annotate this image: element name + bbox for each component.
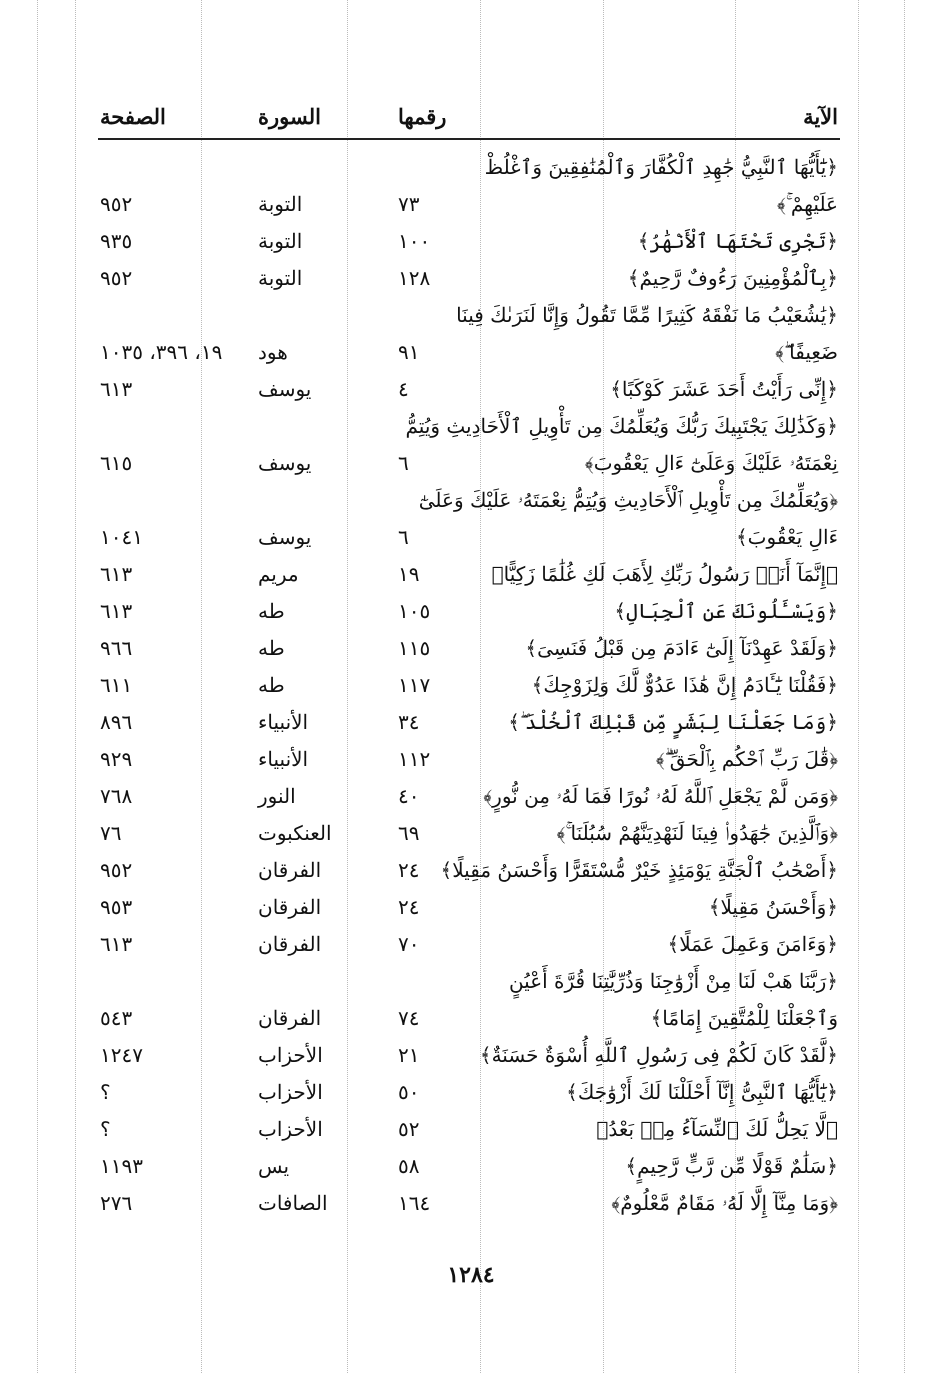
table-row [98,1149,840,1186]
ayah-number-cell: ٦٩ [398,821,420,845]
surah-cell: الأنبياء [258,710,309,734]
verse-index-table [98,150,840,1223]
surah-cell: التوبة [258,192,303,216]
page-cell: ٩٢٩ [100,747,133,771]
ayah-cell: ﴿وَيُعَلِّمُكَ مِن تَأْوِيلِ ٱلْأَحَادِيثِ وَيُتِمُّ نِعْمَتَهُۥ عَلَيْكَ وَعَلَىٰٓ [418,488,838,512]
ayah-cell: ﴿بِٱلْمُؤْمِنِينَ رَءُوفٌ رَّحِيمٌ﴾ [627,266,838,290]
page-cell: ٦١٣ [100,599,133,623]
page-cell: ٧٦ [100,821,122,845]
ayah-number-cell: ١١٢ [398,747,431,771]
ayah-cell: ﴿لَّا يَحِلُّ لَكَ ٱلنِّسَآءُ مِنۢ بَعْدُ﴾ [596,1117,838,1141]
header-number: رقمها [398,104,447,129]
page-cell: ٦١٣ [100,377,133,401]
surah-cell: الفرقان [258,895,322,919]
ayah-cell: ضَعِيفًا ۖ﴾ [775,340,838,364]
ayah-cell: ﴿وَمَا جَعَلْنَا لِبَشَرٍ مِّن قَبْلِكَ ٱلْخُلْدَ ۖ﴾ [508,710,838,734]
margin-guide [904,0,905,1373]
surah-cell: طه [258,673,285,697]
table-row [98,705,840,742]
table-row [98,150,840,187]
ayah-cell: ﴿وَيَسْـَٔلُونَكَ عَنِ ٱلْجِبَالِ﴾ [614,599,838,623]
ayah-cell: نِعْمَتَهُۥ عَلَيْكَ وَعَلَىٰٓ ءَالِ يَعْقُوبَ﴾ [584,451,838,475]
ayah-number-cell: ٥٠ [398,1080,420,1104]
ayah-number-cell: ٥٢ [398,1117,420,1141]
ayah-cell: ﴿أَصْحَٰبُ ٱلْجَنَّةِ يَوْمَئِذٍ خَيْرٌ مُّسْتَقَرًّا وَأَحْسَنُ مَقِيلًا﴾ [440,858,838,882]
table-row [98,409,840,446]
ayah-number-cell: ١١٥ [398,636,431,660]
surah-cell: يوسف [258,525,312,549]
table-row [98,1075,840,1112]
table-row [98,1186,840,1223]
surah-cell: طه [258,636,285,660]
ayah-number-cell: ٧٤ [398,1006,420,1030]
margin-guide [858,0,859,1373]
ayah-cell: ﴿وَأَحْسَنُ مَقِيلًا﴾ [708,895,838,919]
ayah-number-cell: ٧٣ [398,192,420,216]
table-row [98,483,840,520]
ayah-number-cell: ٥٨ [398,1154,420,1178]
ayah-cell: ﴿لَّقَدْ كَانَ لَكُمْ فِى رَسُولِ ٱللَّهِ أُسْوَةٌ حَسَنَةٌ﴾ [479,1043,838,1067]
table-row [98,1038,840,1075]
ayah-cell: ﴿يَٰشُعَيْبُ مَا نَفْقَهُ كَثِيرًا مِّمَّا تَقُولُ وَإِنَّا لَنَرَىٰكَ فِينَا [456,303,838,327]
surah-cell: النور [258,784,296,808]
ayah-number-cell: ٢١ [398,1043,420,1067]
ayah-cell: عَلَيْهِمْ ۚ﴾ [777,192,838,216]
ayah-cell: ﴿رَبَّنَا هَبْ لَنَا مِنْ أَزْوَٰجِنَا وَذُرِّيَّٰتِنَا قُرَّةَ أَعْيُنٍ [508,969,838,993]
table-row [98,335,840,372]
page-cell: ١٩، ٣٩٦، ١٠٣٥ [100,340,223,364]
ayah-number-cell: ٢٤ [398,895,420,919]
ayah-cell: ﴿إِنَّمَآ أَنَا۠ رَسُولُ رَبِّكِ لِأَهَبَ لَكِ غُلَٰمًا زَكِيًّا﴾ [491,562,838,586]
ayah-cell: ﴿يَٰٓأَيُّهَا ٱلنَّبِىُّ إِنَّآ أَحْلَلْنَا لَكَ أَزْوَٰجَكَ﴾ [566,1080,838,1104]
ayah-number-cell: ١٢٨ [398,266,431,290]
page-cell: ؟ [100,1080,111,1104]
surah-cell: الفرقان [258,858,322,882]
page-cell: ٦١٣ [100,562,133,586]
table-row [98,816,840,853]
ayah-number-cell: ٢٤ [398,858,420,882]
ayah-number-cell: ٤ [398,377,409,401]
table-row [98,557,840,594]
ayah-number-cell: ١٠٥ [398,599,431,623]
ayah-number-cell: ٧٠ [398,932,420,956]
ayah-cell: ﴿سَلَٰمٌ قَوْلًا مِّن رَّبٍّ رَّحِيمٍ﴾ [625,1154,838,1178]
table-row [98,224,840,261]
ayah-cell: ﴿وَٱلَّذِينَ جَٰهَدُوا۟ فِينَا لَنَهْدِيَنَّهُمْ سُبُلَنَا ۚ﴾ [556,821,838,845]
surah-cell: الأنبياء [258,747,309,771]
table-row [98,631,840,668]
ayah-number-cell: ١٩ [398,562,420,586]
surah-cell: الصافات [258,1191,328,1215]
page-cell: ٩٥٢ [100,266,133,290]
table-row [98,1112,840,1149]
table-row [98,187,840,224]
ayah-number-cell: ١٠٠ [398,229,431,253]
surah-cell: العنكبوت [258,821,332,845]
surah-cell: التوبة [258,229,303,253]
table-row [98,779,840,816]
surah-cell: الفرقان [258,1006,322,1030]
surah-cell: الأحزاب [258,1117,323,1141]
page-cell: ٩٥٣ [100,895,133,919]
ayah-cell: ﴿إِنِّى رَأَيْتُ أَحَدَ عَشَرَ كَوْكَبًا﴾ [610,377,838,401]
page-cell: ٩٥٢ [100,858,133,882]
surah-cell: الأحزاب [258,1043,323,1067]
table-row [98,742,840,779]
page-cell: ٨٩٦ [100,710,133,734]
surah-cell: هود [258,340,288,364]
table-row [98,890,840,927]
table-row [98,927,840,964]
surah-cell: الفرقان [258,932,322,956]
margin-guide [37,0,38,1373]
ayah-cell: ﴿تَجْرِى تَحْتَهَا ٱلْأَنْهَٰرُ﴾ [637,229,838,253]
table-row [98,594,840,631]
ayah-cell: ﴿وَءَامَنَ وَعَمِلَ عَمَلًا﴾ [667,932,838,956]
table-row [98,372,840,409]
surah-cell: الأحزاب [258,1080,323,1104]
page-cell: ٩٣٥ [100,229,133,253]
surah-cell: مريم [258,562,299,586]
page-cell: ٢٧٦ [100,1191,133,1215]
ayah-cell: ﴿قَٰلَ رَبِّ ٱحْكُم بِٱلْحَقِّ ۗ﴾ [655,747,838,771]
header-ayah: الآية [803,104,838,129]
surah-cell: طه [258,599,285,623]
ayah-number-cell: ٦ [398,451,409,475]
surah-cell: التوبة [258,266,303,290]
table-header [98,98,840,140]
ayah-number-cell: ١٦٤ [398,1191,431,1215]
surah-cell: يس [258,1154,290,1178]
ayah-cell: ءَالِ يَعْقُوبَ﴾ [735,525,838,549]
page-cell: ٩٦٦ [100,636,133,660]
page-cell: ٧٦٨ [100,784,133,808]
header-surah: السورة [258,104,321,129]
ayah-number-cell: ٣٤ [398,710,420,734]
ayah-cell: ﴿وَمَا مِنَّآ إِلَّا لَهُۥ مَقَامٌ مَّعْلُومٌ﴾ [611,1191,838,1215]
surah-cell: يوسف [258,377,312,401]
table-row [98,298,840,335]
page-cell: ١١٩٣ [100,1154,143,1178]
page-cell: ١٠٤١ [100,525,143,549]
page-cell: ٦١٥ [100,451,133,475]
table-row [98,1001,840,1038]
table-row [98,668,840,705]
header-page: الصفحة [100,104,166,129]
page-cell: ٦١١ [100,673,133,697]
surah-cell: يوسف [258,451,312,475]
table-row [98,853,840,890]
ayah-cell: ﴿وَلَقَدْ عَهِدْنَآ إِلَىٰٓ ءَادَمَ مِن قَبْلُ فَنَسِىَ﴾ [525,636,838,660]
ayah-number-cell: ٤٠ [398,784,420,808]
ayah-cell: وَٱجْعَلْنَا لِلْمُتَّقِينَ إِمَامًا﴾ [650,1006,838,1030]
ayah-cell: ﴿وَكَذَٰلِكَ يَجْتَبِيكَ رَبُّكَ وَيُعَلِّمُكَ مِن تَأْوِيلِ ٱلْأَحَادِيثِ وَيُتِمُّ [405,414,838,438]
ayah-cell: ﴿فَقُلْنَا يَٰٓـَٔادَمُ إِنَّ هَٰذَا عَدُوٌّ لَّكَ وَلِزَوْجِكَ﴾ [531,673,838,697]
table-row [98,261,840,298]
table-row [98,964,840,1001]
margin-guide [75,0,76,1373]
table-row [98,446,840,483]
ayah-number-cell: ٩١ [398,340,420,364]
page-cell: ؟ [100,1117,111,1141]
table-row [98,520,840,557]
page-cell: ٩٥٢ [100,192,133,216]
ayah-cell: ﴿وَمَن لَّمْ يَجْعَلِ ٱللَّهُ لَهُۥ نُورًا فَمَا لَهُۥ مِن نُّورٍ﴾ [483,784,838,808]
page-cell: ١٢٤٧ [100,1043,143,1067]
ayah-number-cell: ١١٧ [398,673,431,697]
page-number: ١٢٨٤ [447,1262,495,1288]
page-cell: ٦١٣ [100,932,133,956]
page-cell: ٥٤٣ [100,1006,133,1030]
ayah-number-cell: ٦ [398,525,409,549]
ayah-cell: ﴿يَٰٓأَيُّهَا ٱلنَّبِيُّ جَٰهِدِ ٱلْكُفَّارَ وَٱلْمُنَٰفِقِينَ وَٱغْلُظْ [484,155,838,179]
